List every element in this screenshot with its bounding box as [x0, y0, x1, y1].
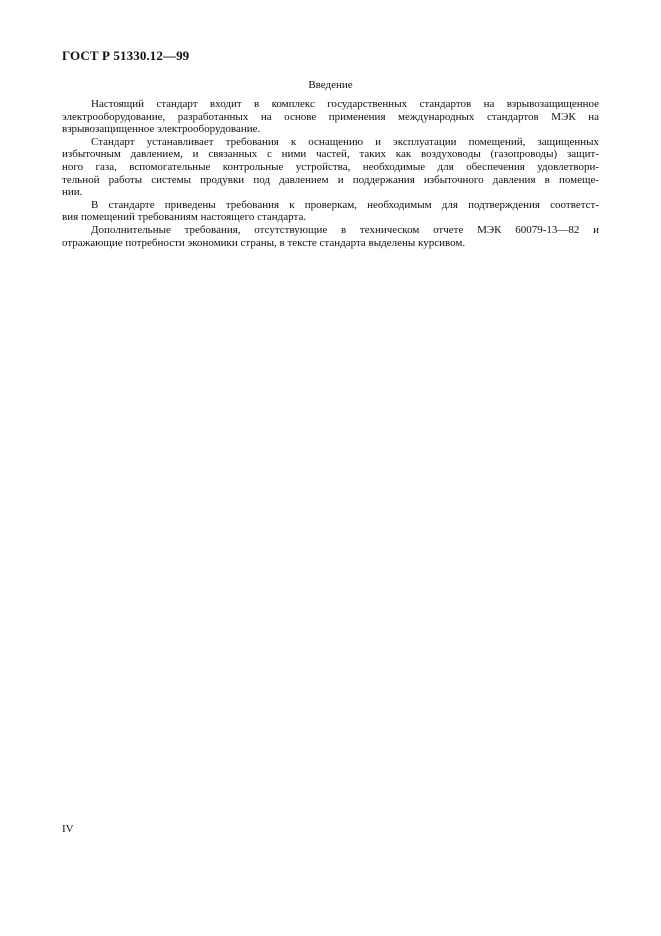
- section-title: Введение: [308, 79, 353, 91]
- page-number: IV: [62, 823, 74, 835]
- paragraph-line: отражающие потребности экономики страны, в тексте стандарта выделены курсивом.: [62, 236, 466, 249]
- paragraph-line: вия помещений требованиям настоящего стандарта.: [62, 211, 307, 224]
- paragraph: [62, 136, 599, 199]
- paragraph: [62, 199, 599, 224]
- paragraph-line: В стандарте приведены требования к проверкам, необходимым для подтверждения соответст-: [91, 198, 599, 211]
- paragraph-line: Стандарт устанавливает требования к оснащению и эксплуатации помещений, защищенных: [91, 135, 599, 148]
- paragraph-line: взрывозащищенное электрооборудование.: [62, 123, 261, 136]
- paragraph-line: избыточным давлением, и связанных с ними частей, таких как воздуховоды (газопроводы) защит-: [62, 148, 599, 161]
- document-code: ГОСТ Р 51330.12—99: [62, 48, 190, 63]
- paragraph-line: Дополнительные требования, отсутствующие в техническом отчете МЭК 60079-13—82 и: [91, 223, 599, 236]
- paragraph-line: электрооборудование, разработанных на основе применения международных стандартов МЭК на: [62, 110, 599, 123]
- paragraph: [62, 98, 599, 136]
- paragraph-line: ного газа, вспомогательные контрольные устройства, необходимые для обеспечения удовлетвори-: [62, 160, 599, 173]
- paragraph: [62, 224, 599, 249]
- paragraph-line: нии.: [62, 186, 83, 199]
- paragraph-line: тельной работы системы продувки под давлением и поддержания избыточного давления в помеще-: [62, 173, 599, 186]
- paragraph-line: Настоящий стандарт входит в комплекс государственных стандартов на взрывозащищенное: [91, 98, 599, 110]
- introduction-body: [62, 98, 599, 249]
